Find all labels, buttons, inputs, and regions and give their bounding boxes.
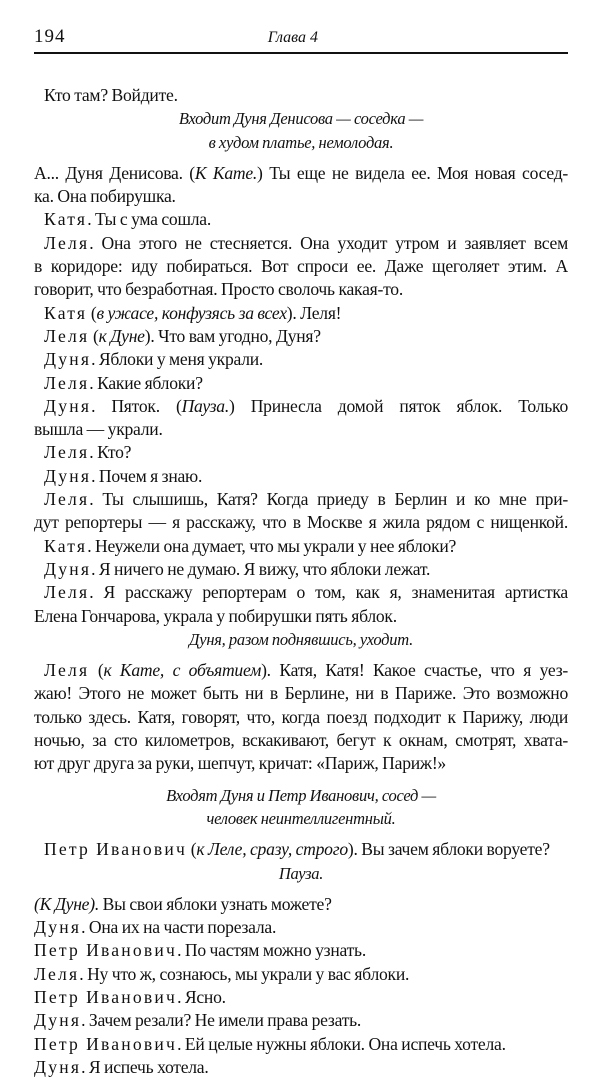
stage-direction: человек неинтеллигентный.: [206, 808, 396, 828]
text-line: Кто там? Войдите.: [44, 85, 178, 105]
dialogue-line: Дуня. Я испечь хотела.: [34, 1056, 209, 1077]
dialogue-line: Дуня. Я ничего не думаю. Я вижу, что яблоки лежат.: [44, 558, 431, 579]
running-title: Глава 4: [267, 29, 318, 46]
dialogue-line: Дуня. Пяток. (Пауза.) Принесла домой пяток яблок. Только: [44, 395, 568, 416]
dialogue-line: Леля. Она этого не стесняется. Она уходит утром и заявляет всем: [44, 232, 568, 253]
text-line: только здесь. Катя, говорят, что, когда поезд подходит к Парижу, люди: [34, 706, 568, 727]
stage-direction: Входит Дуня Денисова — соседка —: [178, 109, 424, 129]
dialogue-line: Леля. Ты слышишь, Катя? Когда приеду в Берлин и ко мне при-: [44, 489, 568, 510]
dialogue-line: Петр Иванович. По частям можно узнать.: [34, 940, 366, 961]
text-line: дут репортеры — я расскажу, что в Москве я жила рядом с нищенкой.: [34, 512, 568, 533]
dialogue-line: Дуня. Зачем резали? Не имели права резать.: [34, 1010, 362, 1031]
page-number: 194: [34, 26, 66, 47]
play-text: [34, 84, 568, 1079]
speaker-name: Петр Иванович: [44, 839, 188, 860]
speaker-name: Леля: [44, 372, 90, 393]
speaker-name: Леля: [44, 582, 90, 603]
speaker-name: Дуня: [44, 558, 92, 579]
text-line: Елена Гончарова, украла у побирушки пять яблок.: [34, 605, 397, 626]
speaker-name: Леля: [44, 489, 90, 510]
dialogue-line: Катя. Неужели она думает, что мы украли у нее яблоки?: [44, 535, 457, 556]
dialogue-line: Петр Иванович. Ясно.: [34, 986, 226, 1007]
dialogue-line: Леля. Кто?: [44, 442, 132, 463]
dialogue-line: Дуня. Яблоки у меня украли.: [44, 349, 264, 370]
text-line: (К Дуне). Вы свои яблоки узнать можете?: [34, 893, 332, 914]
speaker-name: Леля: [44, 442, 90, 463]
speaker-name: Дуня: [44, 465, 92, 486]
stage-direction: Входят Дуня и Петр Иванович, сосед —: [166, 785, 436, 805]
speaker-name: Катя: [44, 302, 88, 323]
speaker-name: Петр Иванович: [34, 940, 178, 961]
text-line: в коридоре: иду побираться. Вот спроси ее. Даже щеголяет этим. А: [34, 256, 568, 277]
speaker-name: Леля: [44, 660, 90, 681]
text-line: жаю! Этого не может быть ни в Берлине, ни в Париже. Это возможно: [34, 683, 568, 704]
speaker-name: Дуня: [34, 917, 82, 938]
speaker-name: Дуня: [34, 1010, 82, 1031]
dialogue-line: Леля (к Кате, с объятием). Катя, Катя! Какое счастье, что я уез-: [44, 660, 568, 681]
speaker-name: Дуня: [34, 1056, 82, 1077]
stage-direction: Дуня, разом поднявшись, уходит.: [189, 629, 413, 649]
dialogue-line: Леля. Я расскажу репортерам о том, как я, знаменитая артистка: [44, 582, 568, 603]
dialogue-line: Дуня. Она их на части порезала.: [34, 917, 277, 938]
text-line: вышла — украли.: [34, 419, 163, 440]
stage-direction: в худом платье, немолодая.: [208, 132, 394, 152]
speaker-name: Дуня: [44, 349, 92, 370]
speaker-name: Катя: [44, 535, 88, 556]
dialogue-line: Леля. Какие яблоки?: [44, 372, 203, 393]
dialogue-line: Леля. Ну что ж, сознаюсь, мы украли у вас яблоки.: [34, 963, 410, 984]
speaker-name: Леля: [34, 963, 80, 984]
speaker-name: Леля: [44, 325, 90, 346]
speaker-name: Петр Иванович: [34, 986, 178, 1007]
page-header: [34, 26, 568, 54]
speaker-name: Петр Иванович: [34, 1033, 178, 1054]
speaker-name: Катя: [44, 209, 88, 230]
dialogue-line: Леля (к Дуне). Что вам угодно, Дуня?: [44, 325, 321, 346]
speaker-name: Дуня: [44, 395, 92, 416]
text-line: А... Дуня Денисова. (К Кате.) Ты еще не видела ее. Моя новая сосед-: [34, 162, 568, 183]
dialogue-line: Катя. Ты с ума сошла.: [44, 209, 211, 230]
dialogue-line: Дуня. Почем я знаю.: [44, 465, 203, 486]
text-line: ка. Она побирушка.: [34, 186, 176, 207]
dialogue-line: Петр Иванович. Ей целые нужны яблоки. Она испечь хотела.: [34, 1033, 506, 1054]
stage-direction: Пауза.: [278, 863, 324, 883]
text-line: ют друг друга за руки, шепчут, кричат: «Париж, Париж!»: [34, 753, 446, 774]
speaker-name: Леля: [44, 232, 90, 253]
text-line: говорит, что безработная. Просто сволочь какая-то.: [34, 279, 403, 300]
dialogue-line: Петр Иванович (к Леле, сразу, строго). Вы зачем яблоки воруете?: [44, 839, 550, 860]
dialogue-line: Катя (в ужасе, конфузясь за всех). Леля!: [44, 302, 342, 323]
text-line: ночью, за сто километров, вскакивают, бегут к окнам, смотрят, хвата-: [34, 730, 568, 751]
